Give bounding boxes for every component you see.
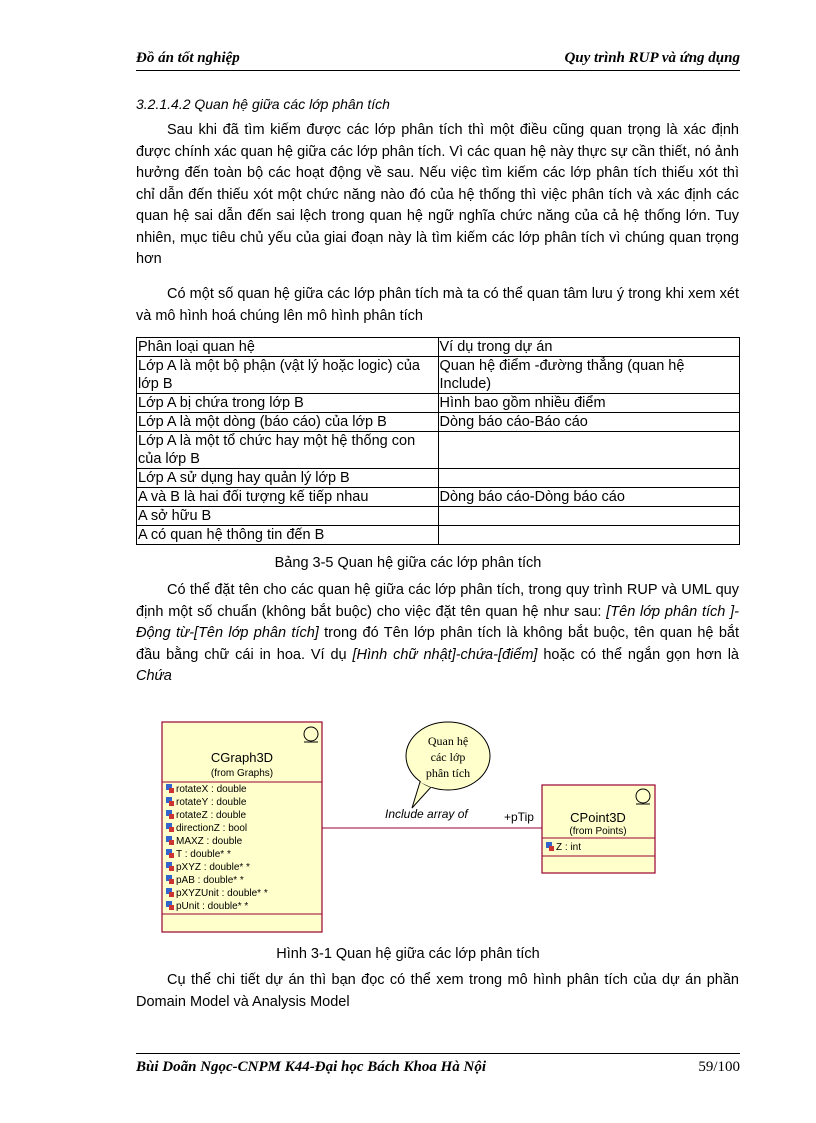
table-header-cell: Ví dụ trong dự án <box>438 338 740 357</box>
table-header-row <box>137 338 740 357</box>
class-attribute: rotateY : double <box>176 797 247 808</box>
header-right: Quy trình RUP và ứng dụng <box>564 50 740 66</box>
table-row <box>137 507 740 526</box>
class-attribute: rotateZ : double <box>176 810 247 821</box>
naming-short-example: Chứa <box>136 668 172 684</box>
naming-example: [Hình chữ nhật]-chứa-[điểm] <box>352 646 538 663</box>
class-attribute: Z : int <box>556 842 582 853</box>
page-header <box>136 50 740 71</box>
table-cell: Lớp A là một bộ phận (vật lý hoặc logic) của lớp B <box>137 357 439 394</box>
table-cell: Lớp A là một tổ chức hay một hệ thống con của lớp B <box>137 432 439 469</box>
table-cell: Hình bao gồm nhiều điểm <box>438 394 740 413</box>
table-cell <box>438 526 740 545</box>
class-attribute: pXYZUnit : double* * <box>176 888 268 899</box>
table-cell <box>438 432 740 469</box>
paragraph-3-text: trong đó Tên lớp phân tích là không bắt buộc, tên quan hệ bắt đầu bằng chữ cái in hoa. Ví dụ <box>136 625 739 663</box>
class-attribute: pUnit : double* * <box>176 901 249 912</box>
page-number: 59/100 <box>698 1059 740 1075</box>
relations-table <box>136 337 740 545</box>
note-line: các lớp <box>430 750 466 764</box>
table-caption: Bảng 3-5 Quan hệ giữa các lớp phân tích <box>274 555 542 571</box>
table-header-cell: Phân loại quan hệ <box>137 338 439 357</box>
table-cell: A có quan hệ thông tin đến B <box>137 526 439 545</box>
paragraph-4: Cụ thể chi tiết dự án thì bạn đọc có thể xem trong mô hình phân tích của dự án phần Domain Model và Analysis Model <box>136 972 739 1010</box>
class-attribute: pAB : double* * <box>176 875 244 886</box>
paragraph-3-text: hoặc có thể ngắn gọn hơn là <box>537 646 739 663</box>
paragraph-3-text: Có thể đặt tên cho các quan hệ giữa các lớp phân tích, trong quy trình RUP và UML quy định một số chuẩn (không bắt buộc) cho việc đặt tên quan hệ như sau: <box>136 582 739 620</box>
table-row <box>137 469 740 488</box>
paragraph-1: Sau khi đã tìm kiếm được các lớp phân tích thì một điều cũng quan trọng là xác định được chính xác quan hệ giữa các lớp phân tích. Vì các quan hệ này thực sự cần thiết, nó ảnh hưởng đến toàn bộ các hoạt động về sau. Nếu việc tìm kiếm các lớp phân tích thiếu xót thì chỉ dẫn đến thiếu xót một chức năng nào đó của hệ thống thì việc phân tích và xác định các quan hệ sai dẫn đến sai lệch trong quan hệ ngữ nghĩa chức năng của cả hệ thống lớn. Tuy nhiên, mục tiêu chủ yếu của giai đoạn này là tìm kiếm các lớp phân tích vì chúng quan trọng hơn <box>136 122 739 267</box>
table-cell: A sở hữu B <box>137 507 439 526</box>
table-cell: Dòng báo cáo-Dòng báo cáo <box>438 488 740 507</box>
class-package: (from Graphs) <box>210 768 274 779</box>
class-diagram <box>0 700 816 940</box>
footer-author: Bùi Doãn Ngọc-CNPM K44-Đại học Bách Khoa Hà Nội <box>136 1059 487 1075</box>
table-row <box>137 413 740 432</box>
class-attribute: MAXZ : double <box>176 836 243 847</box>
class-attribute: pXYZ : double* * <box>176 862 250 873</box>
table-row <box>137 526 740 545</box>
class-package: (from Points) <box>569 826 627 837</box>
class-attribute: T : double* * <box>176 849 231 860</box>
table-cell <box>438 469 740 488</box>
table-row <box>137 357 740 394</box>
table-cell: Lớp A là một dòng (báo cáo) của lớp B <box>137 413 439 432</box>
section-title: 3.2.1.4.2 Quan hệ giữa các lớp phân tích <box>136 96 390 112</box>
table-row <box>137 488 740 507</box>
table-cell: Dòng báo cáo-Báo cáo <box>438 413 740 432</box>
class-attribute: rotateX : double <box>176 784 247 795</box>
page-footer <box>136 1053 740 1076</box>
table-cell: Lớp A sử dụng hay quản lý lớp B <box>137 469 439 488</box>
note-line: phân tích <box>425 766 471 780</box>
table-row <box>137 432 740 469</box>
table-row <box>137 394 740 413</box>
paragraph-2: Có một số quan hệ giữa các lớp phân tích mà ta có thể quan tâm lưu ý trong khi xem xét và mô hình hoá chúng lên mô hình phân tích <box>136 286 739 324</box>
paragraph-3 <box>136 580 739 688</box>
class-name: CPoint3D <box>570 810 626 825</box>
figure-caption: Hình 3-1 Quan hệ giữa các lớp phân tích <box>276 946 540 962</box>
association-label: Include array of <box>385 807 468 821</box>
class-cpoint3d <box>542 785 655 873</box>
table-cell: Lớp A bị chứa trong lớp B <box>137 394 439 413</box>
class-cgraph3d <box>162 722 322 932</box>
note-line: Quan hệ <box>427 734 469 748</box>
table-cell <box>438 507 740 526</box>
class-name: CGraph3D <box>210 750 274 765</box>
class-attribute: directionZ : bool <box>176 823 248 834</box>
table-cell: Quan hệ điểm -đường thẳng (quan hệ Include) <box>438 357 740 394</box>
role-label: +pTip <box>504 810 534 824</box>
header-left: Đồ án tốt nghiệp <box>136 50 240 66</box>
note-bubble <box>406 722 490 808</box>
table-cell: A và B là hai đối tượng kế tiếp nhau <box>137 488 439 507</box>
naming-convention: [Tên lớp phân tích ]-Động từ-[Tên lớp phân tích] <box>136 603 739 641</box>
